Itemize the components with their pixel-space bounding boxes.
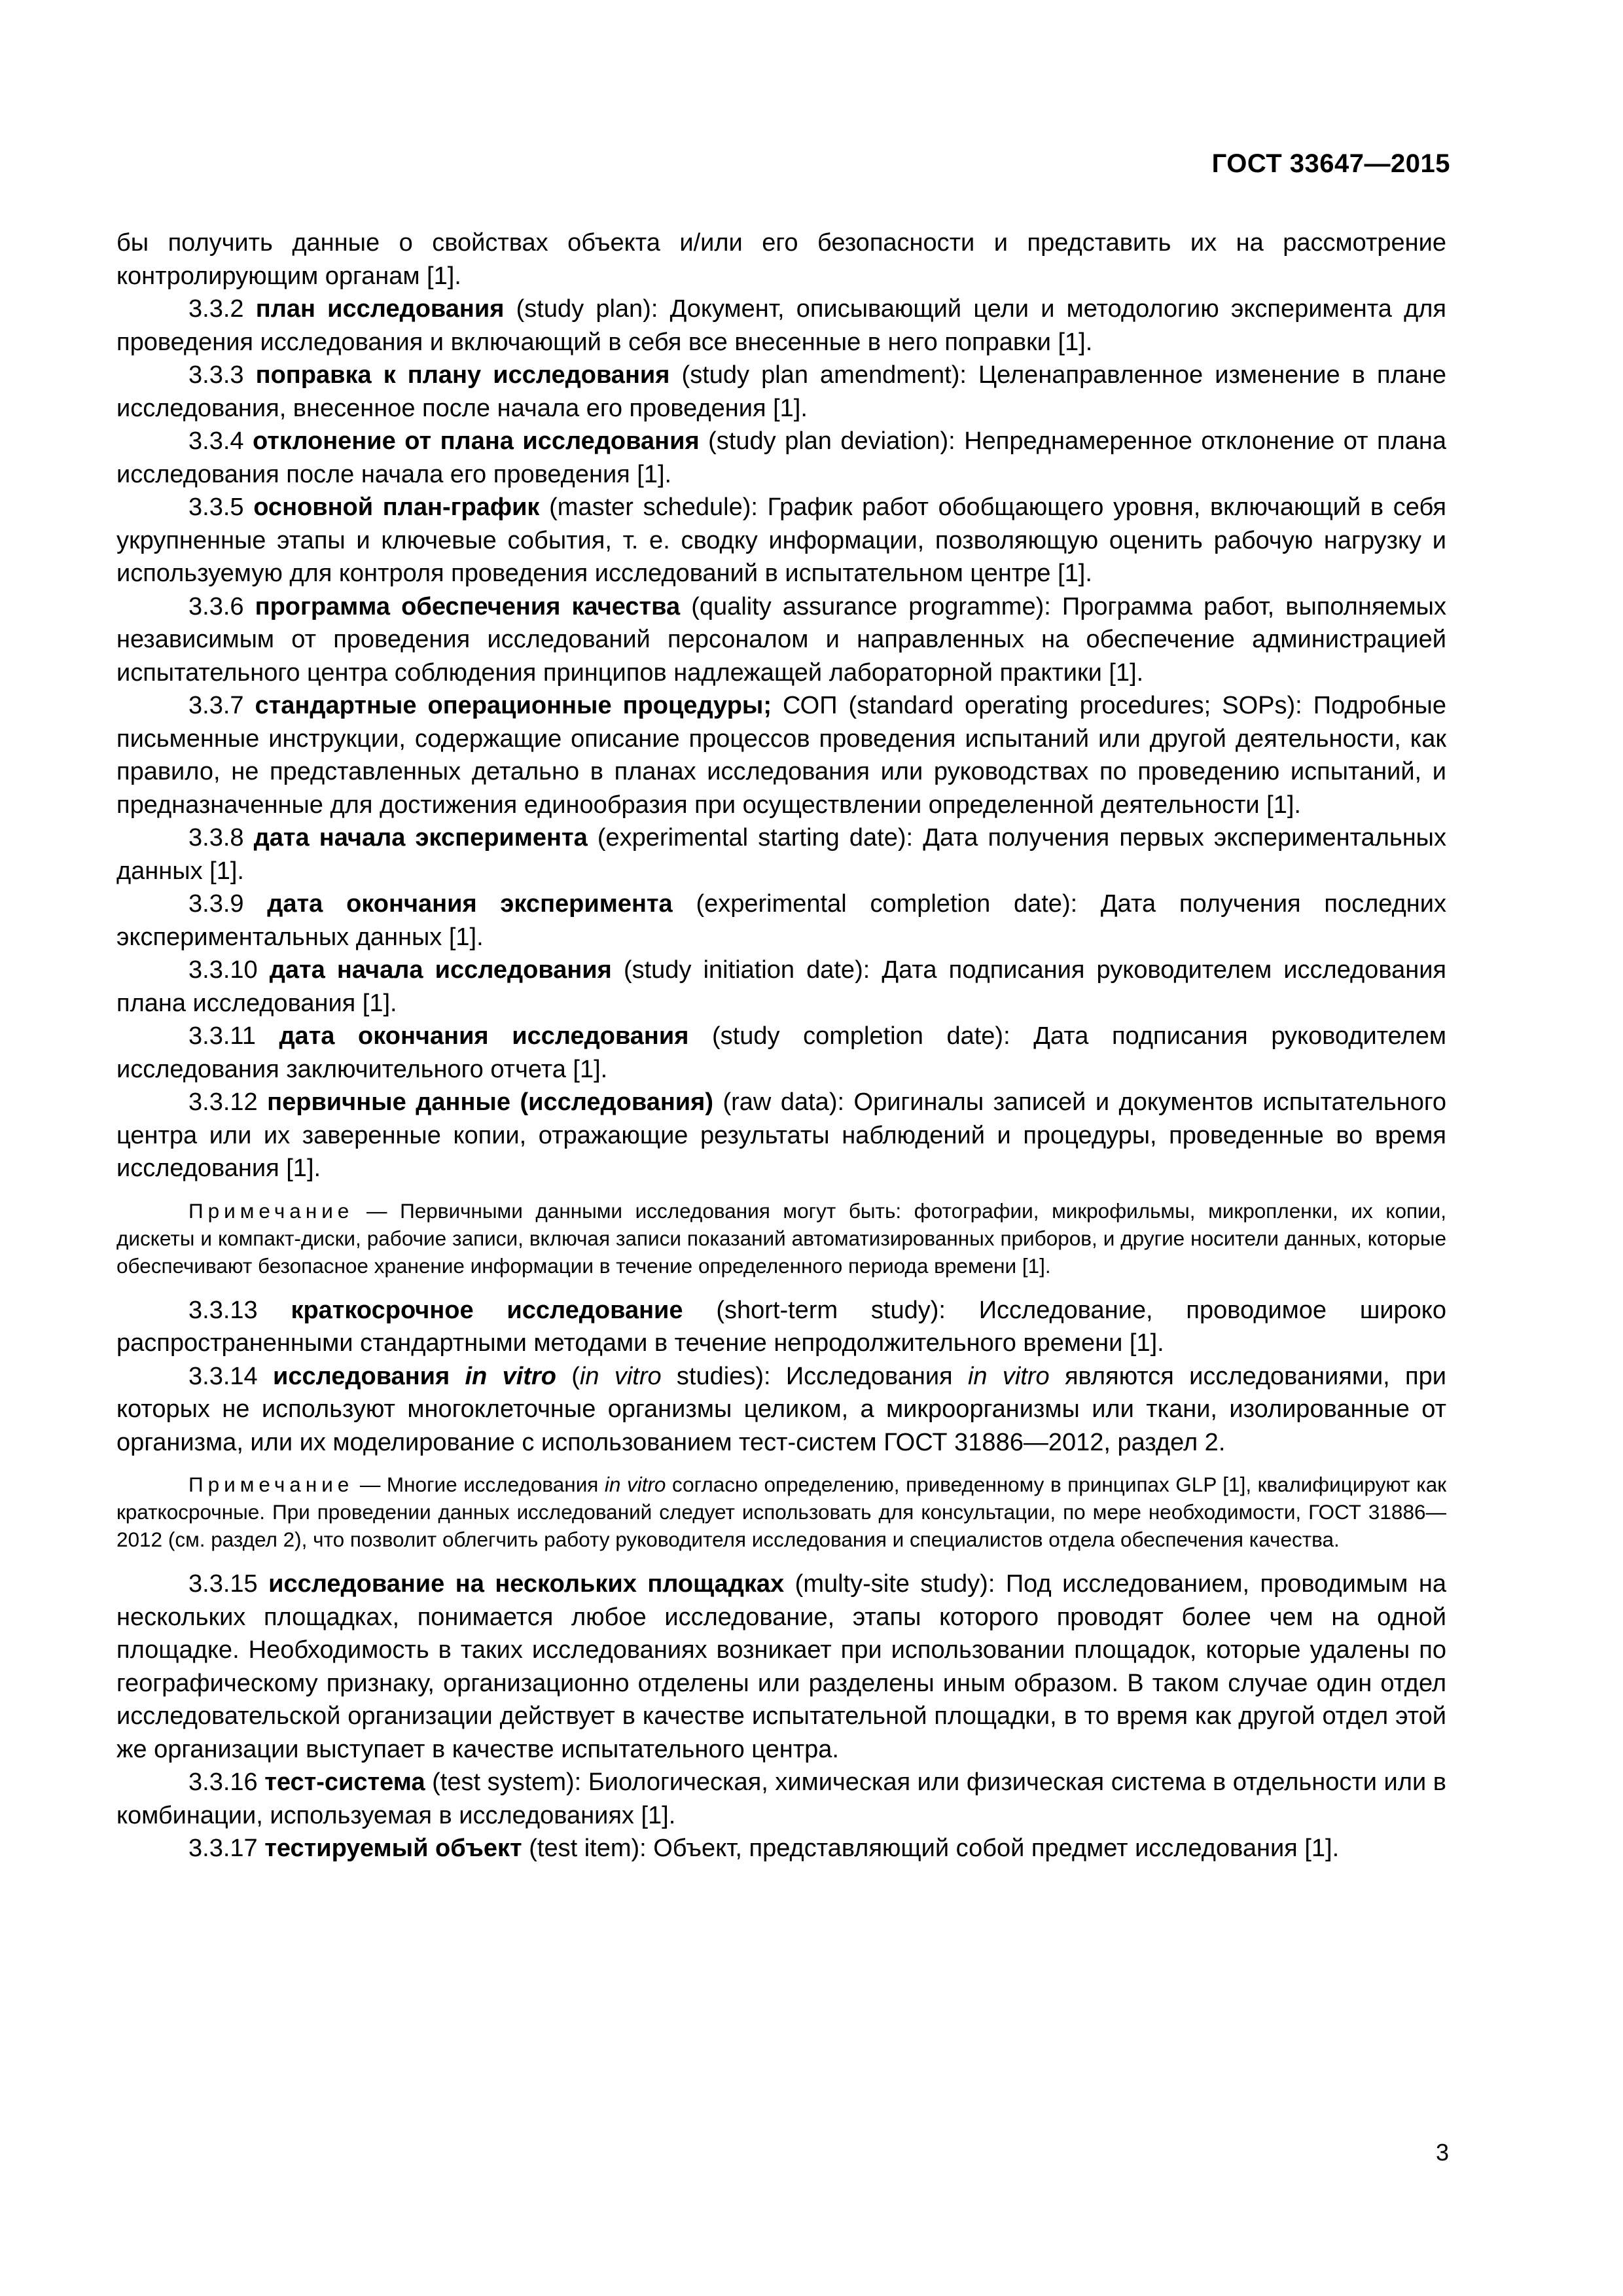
definition-term: дата окончания исследования — [279, 1022, 689, 1050]
definition-term: краткосрочное исследование — [291, 1296, 683, 1324]
definition-3-3-15 — [116, 1568, 1446, 1766]
definition-3-3-9 — [116, 888, 1446, 954]
definition-term: программа обеспечения качества — [255, 592, 681, 620]
definition-term: дата начала исследования — [269, 956, 612, 984]
definition-number: 3.3.15 — [188, 1570, 269, 1598]
definition-term: тестируемый объект — [264, 1835, 522, 1862]
definition-term: дата окончания эксперимента — [267, 890, 673, 918]
definition-term: тест-система — [264, 1768, 425, 1796]
definition-text: (master schedule): График работ обобщающего уровня, включающий в себя укрупненные этапы и ключевые события, т. е. сводку информации, позволяющую оценить рабочую нагрузку и используемую для контроля проведения исследований в испытательном центре [1]. — [116, 493, 1447, 587]
definition-number: 3.3.12 — [188, 1088, 268, 1116]
note — [116, 1197, 1446, 1280]
note-label: Примечание — [188, 1473, 354, 1496]
definition-text: (quality assurance programme): Программа работ, выполняемых независимым от проведения исследований персоналом и направленных на обеспечение администрацией испытательного центра соблюдения принципов надлежащей лабораторной практики [1]. — [116, 592, 1446, 687]
definition-term: дата начала эксперимента — [253, 824, 588, 852]
definition-3-3-7 — [116, 689, 1446, 821]
definition-term: отклонение от плана исследования — [253, 427, 700, 455]
definition-number: 3.3.7 — [188, 692, 255, 719]
definition-text: (test item): Объект, представляющий собой предмет исследования [1]. — [522, 1835, 1340, 1862]
definition-number: 3.3.9 — [188, 890, 268, 918]
definition-text: (study plan amendment): Целенаправленное изменение в плане исследования, внесенное после начала его проведения [1]. — [116, 361, 1446, 422]
definition-3-3-3 — [116, 359, 1446, 425]
definition-number: 3.3.16 — [188, 1768, 265, 1796]
definition-number: 3.3.8 — [188, 824, 254, 852]
definition-3-3-4 — [116, 425, 1446, 491]
definition-number: 3.3.14 — [188, 1362, 273, 1390]
definition-term: план исследования — [255, 295, 505, 323]
definition-term: основной план-график — [253, 493, 540, 521]
note-label: Примечание — [188, 1198, 354, 1223]
definition-3-3-17 — [116, 1832, 1446, 1865]
definition-number: 3.3.17 — [188, 1835, 265, 1862]
definition-text: (study plan deviation): Непреднамеренное отклонение от плана исследования после начала его проведения [1]. — [116, 427, 1446, 488]
definition-text: (raw data): Оригиналы записей и документов испытательного центра или их заверенные копии, отражающие результаты наблюдений и процедуры, проведенные во время исследования [1]. — [116, 1088, 1446, 1182]
paragraph-continuation: бы получить данные о свойствах объекта и/или его безопасности и представить их на рассмотрение контролирующим органам [1]. — [116, 229, 1446, 290]
definition-term: исследование на нескольких площадках — [268, 1570, 785, 1598]
definition-term: стандартные операционные процедуры; — [255, 692, 772, 719]
note-text: — Первичными данными исследования могут быть: фотографии, микрофильмы, микропленки, их копии, дискеты и компакт-диски, рабочие записи, включая записи показаний автоматизированных приборов, и другие носители данных, которые обеспечивают безопасное хранение информации в течение определенного периода времени [1]. — [116, 1198, 1446, 1278]
definition-number: 3.3.13 — [188, 1296, 291, 1324]
definition-text: (experimental completion date): Дата получения последних экспериментальных данных [1]. — [116, 890, 1446, 951]
definition-3-3-8 — [116, 821, 1446, 888]
definition-text: (study completion date): Дата подписания руководителем исследования заключительного отчета [1]. — [116, 1022, 1446, 1083]
document-body — [116, 226, 1446, 1865]
definition-number: 3.3.6 — [188, 592, 255, 620]
definition-term: поправка к плану исследования — [255, 361, 670, 389]
definition-text: (experimental starting date): Дата получения первых экспериментальных данных [1]. — [116, 824, 1446, 885]
definition-number: 3.3.2 — [188, 295, 256, 323]
definition-text: (test system): Биологическая, химическая или физическая система в отдельности или в комбинации, используемая в исследованиях [1]. — [116, 1768, 1446, 1829]
definition-text: (short-term study): Исследование, проводимое широко распространенными стандартными методами в течение непродолжительного времени [1]. — [116, 1296, 1446, 1357]
definition-number: 3.3.4 — [188, 427, 253, 455]
definition-text: СОП (standard operating procedures; SOPs): Подробные письменные инструкции, содержащие описание процессов проведения испытаний или другой деятельности, как правило, не представленных детально в планах исследования или руководствах по проведению испытаний, и предназначенные для достижения единообразия при осуществлении определенной деятельности [1]. — [116, 692, 1446, 819]
definition-text: (study plan): Документ, описывающий цели и методологию эксперимента для проведения исследования и включающий в себя все внесенные в него поправки [1]. — [116, 295, 1446, 356]
definition-3-3-11 — [116, 1020, 1446, 1086]
definition-3-3-5 — [116, 491, 1446, 590]
definition-text: (multy-site study): Под исследованием, проводимым на нескольких площадках, понимается любое исследование, этапы которого проводят более чем на одной площадке. Необходимость в таких исследованиях возникает при использовании площадок, которые удалены по географическому признаку, организационно отделены или разделены иным образом. В таком случае один отдел исследовательской организации действует в качестве испытательной площадки, в то время как другой отдел этой же организации выступает в качестве испытательного центра. — [116, 1570, 1446, 1763]
definition-3-3-2 — [116, 293, 1446, 359]
definition-3-3-14 — [116, 1360, 1446, 1460]
definition-3-3-12 — [116, 1086, 1446, 1185]
note-text: — Многие исследования in vitro согласно определению, приведенному в принципах GLP [1], квалифицируют как краткосрочные. При проведении данных исследований следует использовать для консультации, по мере необходимости, ГОСТ 31886—2012 (см. раздел 2), что позволит облегчить работу руководителя исследования и специалистов отдела обеспечения качества. — [116, 1473, 1446, 1551]
definition-3-3-10 — [116, 954, 1446, 1020]
definition-text: (in vitro studies): Исследования in vitro являются исследованиями, при которых не используют многоклеточные организмы целиком, а микроорганизмы или ткани, изолированные от организма, или их моделирование с использованием тест-систем ГОСТ 31886—2012, раздел 2. — [116, 1362, 1446, 1456]
definition-term: первичные данные (исследования) — [267, 1088, 713, 1116]
definition-3-3-6 — [116, 590, 1446, 690]
definition-number: 3.3.5 — [188, 493, 254, 521]
page-number: 3 — [1435, 2139, 1449, 2166]
definition-term: исследования in vitro — [272, 1362, 556, 1390]
definition-text: (study initiation date): Дата подписания руководителем исследования плана исследования [1]. — [116, 956, 1446, 1017]
definition-3-3-16 — [116, 1766, 1446, 1832]
document-header: ГОСТ 33647—2015 — [1211, 149, 1450, 178]
definition-3-3-13 — [116, 1294, 1446, 1360]
definition-number: 3.3.3 — [188, 361, 256, 389]
note — [116, 1471, 1446, 1553]
definition-number: 3.3.10 — [188, 956, 270, 984]
definition-number: 3.3.11 — [188, 1022, 279, 1050]
